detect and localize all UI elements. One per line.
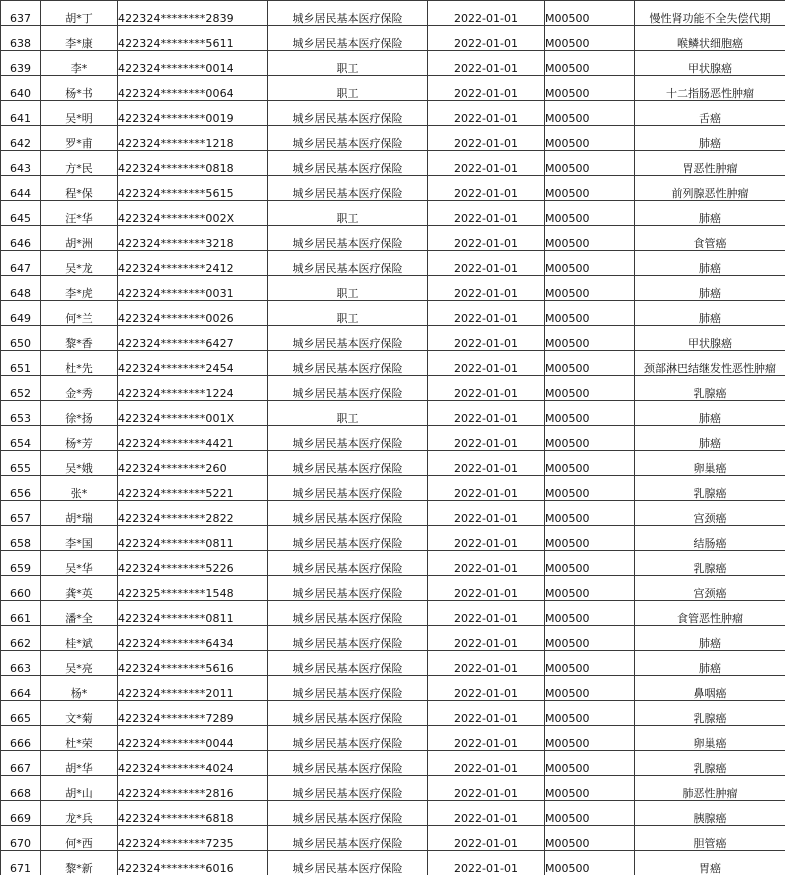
row-number-cell[interactable]: 650: [1, 326, 41, 351]
id-number-cell[interactable]: 422324********0064: [118, 76, 268, 101]
disease-code-cell[interactable]: M00500: [545, 501, 635, 526]
insurance-type-cell[interactable]: 城乡居民基本医疗保险: [268, 551, 428, 576]
disease-code-cell[interactable]: M00500: [545, 101, 635, 126]
diagnosis-cell[interactable]: 肺癌: [635, 426, 785, 451]
diagnosis-cell[interactable]: 肺癌: [635, 201, 785, 226]
row-number-cell[interactable]: 638: [1, 26, 41, 51]
diagnosis-cell[interactable]: 卵巢癌: [635, 451, 785, 476]
insurance-type-cell[interactable]: 职工: [268, 401, 428, 426]
table-row: [1, 451, 785, 476]
row-number-cell[interactable]: 652: [1, 376, 41, 401]
table-body: [1, 1, 785, 875]
id-number-cell[interactable]: 422324********260: [118, 451, 268, 476]
table-row: [1, 401, 785, 426]
row-number-cell[interactable]: 637: [1, 1, 41, 26]
insurance-type-cell[interactable]: 城乡居民基本医疗保险: [268, 651, 428, 676]
id-number-cell[interactable]: 422324********0811: [118, 526, 268, 551]
patient-name-cell[interactable]: 桂*斌: [41, 626, 118, 651]
id-number-cell[interactable]: 422324********0044: [118, 726, 268, 751]
row-number-cell[interactable]: 640: [1, 76, 41, 101]
disease-code-cell[interactable]: M00500: [545, 176, 635, 201]
diagnosis-cell[interactable]: 鼻咽癌: [635, 676, 785, 701]
diagnosis-cell[interactable]: 舌癌: [635, 101, 785, 126]
disease-code-cell[interactable]: M00500: [545, 251, 635, 276]
disease-code-cell[interactable]: M00500: [545, 26, 635, 51]
start-date-cell[interactable]: 2022-01-01: [428, 501, 545, 526]
insurance-type-cell[interactable]: 城乡居民基本医疗保险: [268, 476, 428, 501]
table-row: [1, 251, 785, 276]
row-number-cell[interactable]: 655: [1, 451, 41, 476]
insurance-type-cell[interactable]: 城乡居民基本医疗保险: [268, 176, 428, 201]
insurance-type-cell[interactable]: 城乡居民基本医疗保险: [268, 26, 428, 51]
start-date-cell[interactable]: 2022-01-01: [428, 776, 545, 801]
table-row: [1, 76, 785, 101]
disease-code-cell[interactable]: M00500: [545, 751, 635, 776]
start-date-cell[interactable]: 2022-01-01: [428, 526, 545, 551]
insurance-type-cell[interactable]: 城乡居民基本医疗保险: [268, 526, 428, 551]
table-row: [1, 826, 785, 851]
table-row: [1, 601, 785, 626]
id-number-cell[interactable]: 422324********002X: [118, 201, 268, 226]
id-number-cell[interactable]: 422324********5616: [118, 651, 268, 676]
insurance-type-cell[interactable]: 城乡居民基本医疗保险: [268, 326, 428, 351]
table-row: [1, 576, 785, 601]
diagnosis-cell[interactable]: 肺癌: [635, 301, 785, 326]
start-date-cell[interactable]: 2022-01-01: [428, 76, 545, 101]
disease-code-cell[interactable]: M00500: [545, 776, 635, 801]
disease-code-cell[interactable]: M00500: [545, 726, 635, 751]
start-date-cell[interactable]: 2022-01-01: [428, 826, 545, 851]
row-number-cell[interactable]: 662: [1, 626, 41, 651]
table-row: [1, 626, 785, 651]
diagnosis-cell[interactable]: 喉鳞状细胞癌: [635, 26, 785, 51]
patient-name-cell[interactable]: 杜*荣: [41, 726, 118, 751]
patient-name-cell[interactable]: 张*: [41, 476, 118, 501]
patient-name-cell[interactable]: 龙*兵: [41, 801, 118, 826]
patient-name-cell[interactable]: 李*虎: [41, 276, 118, 301]
id-number-cell[interactable]: 422324********1218: [118, 126, 268, 151]
start-date-cell[interactable]: 2022-01-01: [428, 51, 545, 76]
patient-name-cell[interactable]: 胡*丁: [41, 1, 118, 26]
id-number-cell[interactable]: 422324********4421: [118, 426, 268, 451]
disease-code-cell[interactable]: M00500: [545, 301, 635, 326]
start-date-cell[interactable]: 2022-01-01: [428, 126, 545, 151]
id-number-cell[interactable]: 422324********1224: [118, 376, 268, 401]
patient-name-cell[interactable]: 吴*华: [41, 551, 118, 576]
disease-code-cell[interactable]: M00500: [545, 276, 635, 301]
diagnosis-cell[interactable]: 乳腺癌: [635, 376, 785, 401]
patient-name-cell[interactable]: 李*康: [41, 26, 118, 51]
start-date-cell[interactable]: 2022-01-01: [428, 676, 545, 701]
start-date-cell[interactable]: 2022-01-01: [428, 476, 545, 501]
row-number-cell[interactable]: 648: [1, 276, 41, 301]
disease-code-cell[interactable]: M00500: [545, 701, 635, 726]
patient-name-cell[interactable]: 罗*甫: [41, 126, 118, 151]
id-number-cell[interactable]: 422324********5221: [118, 476, 268, 501]
table-row: [1, 351, 785, 376]
table-row: [1, 776, 785, 801]
diagnosis-cell[interactable]: 胃癌: [635, 851, 785, 875]
row-number-cell[interactable]: 651: [1, 351, 41, 376]
disease-code-cell[interactable]: M00500: [545, 151, 635, 176]
id-number-cell[interactable]: 422324********0014: [118, 51, 268, 76]
id-number-cell[interactable]: 422324********2816: [118, 776, 268, 801]
start-date-cell[interactable]: 2022-01-01: [428, 151, 545, 176]
table-row: [1, 326, 785, 351]
insurance-type-cell[interactable]: 城乡居民基本医疗保险: [268, 601, 428, 626]
row-number-cell[interactable]: 664: [1, 676, 41, 701]
insurance-type-cell[interactable]: 职工: [268, 201, 428, 226]
patient-name-cell[interactable]: 何*兰: [41, 301, 118, 326]
row-number-cell[interactable]: 639: [1, 51, 41, 76]
disease-code-cell[interactable]: M00500: [545, 526, 635, 551]
patient-name-cell[interactable]: 何*西: [41, 826, 118, 851]
insurance-type-cell[interactable]: 城乡居民基本医疗保险: [268, 451, 428, 476]
id-number-cell[interactable]: 422324********7289: [118, 701, 268, 726]
row-number-cell[interactable]: 670: [1, 826, 41, 851]
patient-name-cell[interactable]: 吴*亮: [41, 651, 118, 676]
insurance-type-cell[interactable]: 城乡居民基本医疗保险: [268, 726, 428, 751]
start-date-cell[interactable]: 2022-01-01: [428, 801, 545, 826]
insurance-type-cell[interactable]: 城乡居民基本医疗保险: [268, 576, 428, 601]
patient-name-cell[interactable]: 李*: [41, 51, 118, 76]
patient-name-cell[interactable]: 吴*龙: [41, 251, 118, 276]
start-date-cell[interactable]: 2022-01-01: [428, 226, 545, 251]
disease-code-cell[interactable]: M00500: [545, 551, 635, 576]
row-number-cell[interactable]: 665: [1, 701, 41, 726]
insurance-type-cell[interactable]: 城乡居民基本医疗保险: [268, 1, 428, 26]
patient-name-cell[interactable]: 胡*瑞: [41, 501, 118, 526]
id-number-cell[interactable]: 422324********0811: [118, 601, 268, 626]
start-date-cell[interactable]: 2022-01-01: [428, 626, 545, 651]
patient-name-cell[interactable]: 龚*英: [41, 576, 118, 601]
diagnosis-cell[interactable]: 肺癌: [635, 401, 785, 426]
insurance-type-cell[interactable]: 职工: [268, 301, 428, 326]
patient-name-cell[interactable]: 李*国: [41, 526, 118, 551]
table-row: [1, 551, 785, 576]
disease-code-cell[interactable]: M00500: [545, 426, 635, 451]
disease-code-cell[interactable]: M00500: [545, 326, 635, 351]
insurance-type-cell[interactable]: 城乡居民基本医疗保险: [268, 701, 428, 726]
patient-name-cell[interactable]: 杨*书: [41, 76, 118, 101]
table-row: [1, 476, 785, 501]
row-number-cell[interactable]: 649: [1, 301, 41, 326]
insurance-type-cell[interactable]: 城乡居民基本医疗保险: [268, 676, 428, 701]
table-row: [1, 726, 785, 751]
insurance-type-cell[interactable]: 职工: [268, 51, 428, 76]
table-row: [1, 1, 785, 26]
table-row: [1, 201, 785, 226]
disease-code-cell[interactable]: M00500: [545, 76, 635, 101]
diagnosis-cell[interactable]: 食管癌: [635, 226, 785, 251]
patient-name-cell[interactable]: 胡*洲: [41, 226, 118, 251]
start-date-cell[interactable]: 2022-01-01: [428, 101, 545, 126]
diagnosis-cell[interactable]: 慢性肾功能不全失偿代期: [635, 1, 785, 26]
id-number-cell[interactable]: 422324********0818: [118, 151, 268, 176]
diagnosis-cell[interactable]: 胃恶性肿瘤: [635, 151, 785, 176]
row-number-cell[interactable]: 656: [1, 476, 41, 501]
diagnosis-cell[interactable]: 食管恶性肿瘤: [635, 601, 785, 626]
insurance-type-cell[interactable]: 职工: [268, 76, 428, 101]
row-number-cell[interactable]: 666: [1, 726, 41, 751]
diagnosis-cell[interactable]: 乳腺癌: [635, 551, 785, 576]
table-row: [1, 851, 785, 875]
insurance-type-cell[interactable]: 城乡居民基本医疗保险: [268, 851, 428, 875]
start-date-cell[interactable]: 2022-01-01: [428, 251, 545, 276]
disease-code-cell[interactable]: M00500: [545, 126, 635, 151]
table-row: [1, 651, 785, 676]
patient-name-cell[interactable]: 徐*扬: [41, 401, 118, 426]
id-number-cell[interactable]: 422324********2011: [118, 676, 268, 701]
table-row: [1, 501, 785, 526]
row-number-cell[interactable]: 653: [1, 401, 41, 426]
patient-name-cell[interactable]: 金*秀: [41, 376, 118, 401]
start-date-cell[interactable]: 2022-01-01: [428, 401, 545, 426]
table-row: [1, 701, 785, 726]
id-number-cell[interactable]: 422324********3218: [118, 226, 268, 251]
table-row: [1, 26, 785, 51]
id-number-cell[interactable]: 422324********6434: [118, 626, 268, 651]
patient-name-cell[interactable]: 杨*芳: [41, 426, 118, 451]
id-number-cell[interactable]: 422324********2839: [118, 1, 268, 26]
insurance-type-cell[interactable]: 城乡居民基本医疗保险: [268, 226, 428, 251]
table-row: [1, 276, 785, 301]
diagnosis-cell[interactable]: 结肠癌: [635, 526, 785, 551]
row-number-cell[interactable]: 643: [1, 151, 41, 176]
insurance-type-cell[interactable]: 城乡居民基本医疗保险: [268, 626, 428, 651]
start-date-cell[interactable]: 2022-01-01: [428, 26, 545, 51]
table-row: [1, 226, 785, 251]
disease-code-cell[interactable]: M00500: [545, 451, 635, 476]
diagnosis-cell[interactable]: 肺癌: [635, 276, 785, 301]
insurance-type-cell[interactable]: 城乡居民基本医疗保险: [268, 751, 428, 776]
diagnosis-cell[interactable]: 甲状腺癌: [635, 51, 785, 76]
row-number-cell[interactable]: 659: [1, 551, 41, 576]
start-date-cell[interactable]: 2022-01-01: [428, 176, 545, 201]
diagnosis-cell[interactable]: 肺癌: [635, 651, 785, 676]
insurance-type-cell[interactable]: 职工: [268, 276, 428, 301]
diagnosis-cell[interactable]: 乳腺癌: [635, 701, 785, 726]
row-number-cell[interactable]: 641: [1, 101, 41, 126]
disease-code-cell[interactable]: M00500: [545, 1, 635, 26]
id-number-cell[interactable]: 422324********0019: [118, 101, 268, 126]
start-date-cell[interactable]: 2022-01-01: [428, 201, 545, 226]
row-number-cell[interactable]: 660: [1, 576, 41, 601]
disease-code-cell[interactable]: M00500: [545, 626, 635, 651]
row-number-cell[interactable]: 646: [1, 226, 41, 251]
patient-name-cell[interactable]: 方*民: [41, 151, 118, 176]
diagnosis-cell[interactable]: 乳腺癌: [635, 476, 785, 501]
id-number-cell[interactable]: 422324********0026: [118, 301, 268, 326]
row-number-cell[interactable]: 642: [1, 126, 41, 151]
patient-name-cell[interactable]: 黎*新: [41, 851, 118, 875]
start-date-cell[interactable]: 2022-01-01: [428, 576, 545, 601]
id-number-cell[interactable]: 422324********7235: [118, 826, 268, 851]
insurance-type-cell[interactable]: 城乡居民基本医疗保险: [268, 426, 428, 451]
disease-code-cell[interactable]: M00500: [545, 476, 635, 501]
diagnosis-cell[interactable]: 肺恶性肿瘤: [635, 776, 785, 801]
table-row: [1, 426, 785, 451]
patient-name-cell[interactable]: 杨*: [41, 676, 118, 701]
diagnosis-cell[interactable]: 胆管癌: [635, 826, 785, 851]
diagnosis-cell[interactable]: 卵巢癌: [635, 726, 785, 751]
table-row: [1, 151, 785, 176]
insurance-type-cell[interactable]: 城乡居民基本医疗保险: [268, 801, 428, 826]
table-row: [1, 676, 785, 701]
table-row: [1, 376, 785, 401]
diagnosis-cell[interactable]: 宫颈癌: [635, 576, 785, 601]
table-row: [1, 526, 785, 551]
start-date-cell[interactable]: 2022-01-01: [428, 1, 545, 26]
insurance-type-cell[interactable]: 城乡居民基本医疗保险: [268, 826, 428, 851]
id-number-cell[interactable]: 422324********2412: [118, 251, 268, 276]
row-number-cell[interactable]: 671: [1, 851, 41, 875]
patient-name-cell[interactable]: 杜*先: [41, 351, 118, 376]
patient-name-cell[interactable]: 潘*全: [41, 601, 118, 626]
disease-code-cell[interactable]: M00500: [545, 51, 635, 76]
disease-code-cell[interactable]: M00500: [545, 651, 635, 676]
insurance-type-cell[interactable]: 城乡居民基本医疗保险: [268, 126, 428, 151]
table-row: [1, 801, 785, 826]
id-number-cell[interactable]: 422324********5615: [118, 176, 268, 201]
table-row: [1, 301, 785, 326]
insurance-type-cell[interactable]: 城乡居民基本医疗保险: [268, 101, 428, 126]
id-number-cell[interactable]: 422324********2822: [118, 501, 268, 526]
insurance-type-cell[interactable]: 城乡居民基本医疗保险: [268, 376, 428, 401]
insurance-type-cell[interactable]: 城乡居民基本医疗保险: [268, 351, 428, 376]
disease-code-cell[interactable]: M00500: [545, 826, 635, 851]
table-row: [1, 751, 785, 776]
id-number-cell[interactable]: 422324********5226: [118, 551, 268, 576]
id-number-cell[interactable]: 422324********6818: [118, 801, 268, 826]
diagnosis-cell[interactable]: 宫颈癌: [635, 501, 785, 526]
disease-code-cell[interactable]: M00500: [545, 801, 635, 826]
diagnosis-cell[interactable]: 肺癌: [635, 126, 785, 151]
disease-code-cell[interactable]: M00500: [545, 351, 635, 376]
row-number-cell[interactable]: 645: [1, 201, 41, 226]
id-number-cell[interactable]: 422324********2454: [118, 351, 268, 376]
row-number-cell[interactable]: 669: [1, 801, 41, 826]
patient-name-cell[interactable]: 胡*山: [41, 776, 118, 801]
diagnosis-cell[interactable]: 颈部淋巴结继发性恶性肿瘤: [635, 351, 785, 376]
disease-code-cell[interactable]: M00500: [545, 401, 635, 426]
start-date-cell[interactable]: 2022-01-01: [428, 301, 545, 326]
disease-code-cell[interactable]: M00500: [545, 601, 635, 626]
diagnosis-cell[interactable]: 甲状腺癌: [635, 326, 785, 351]
id-number-cell[interactable]: 422324********6016: [118, 851, 268, 875]
diagnosis-cell[interactable]: 十二指肠恶性肿瘤: [635, 76, 785, 101]
insurance-type-cell[interactable]: 城乡居民基本医疗保险: [268, 251, 428, 276]
patient-name-cell[interactable]: 吴*娥: [41, 451, 118, 476]
insurance-type-cell[interactable]: 城乡居民基本医疗保险: [268, 501, 428, 526]
disease-code-cell[interactable]: M00500: [545, 676, 635, 701]
id-number-cell[interactable]: 422324********4024: [118, 751, 268, 776]
id-number-cell[interactable]: 422324********001X: [118, 401, 268, 426]
id-number-cell[interactable]: 422324********6427: [118, 326, 268, 351]
start-date-cell[interactable]: 2022-01-01: [428, 376, 545, 401]
row-number-cell[interactable]: 661: [1, 601, 41, 626]
patient-name-cell[interactable]: 胡*华: [41, 751, 118, 776]
diagnosis-cell[interactable]: 肺癌: [635, 626, 785, 651]
table-row: [1, 176, 785, 201]
diagnosis-cell[interactable]: 肺癌: [635, 251, 785, 276]
disease-code-cell[interactable]: M00500: [545, 201, 635, 226]
row-number-cell[interactable]: 658: [1, 526, 41, 551]
row-number-cell[interactable]: 654: [1, 426, 41, 451]
start-date-cell[interactable]: 2022-01-01: [428, 276, 545, 301]
insurance-type-cell[interactable]: 城乡居民基本医疗保险: [268, 776, 428, 801]
patient-name-cell[interactable]: 文*菊: [41, 701, 118, 726]
row-number-cell[interactable]: 663: [1, 651, 41, 676]
id-number-cell[interactable]: 422324********0031: [118, 276, 268, 301]
patient-name-cell[interactable]: 程*保: [41, 176, 118, 201]
table-row: [1, 126, 785, 151]
table-row: [1, 51, 785, 76]
diagnosis-cell[interactable]: 前列腺恶性肿瘤: [635, 176, 785, 201]
start-date-cell[interactable]: 2022-01-01: [428, 601, 545, 626]
diagnosis-cell[interactable]: 胰腺癌: [635, 801, 785, 826]
diagnosis-cell[interactable]: 乳腺癌: [635, 751, 785, 776]
id-number-cell[interactable]: 422324********5611: [118, 26, 268, 51]
patient-name-cell[interactable]: 吴*明: [41, 101, 118, 126]
patient-name-cell[interactable]: 汪*华: [41, 201, 118, 226]
patient-name-cell[interactable]: 黎*香: [41, 326, 118, 351]
start-date-cell[interactable]: 2022-01-01: [428, 451, 545, 476]
row-number-cell[interactable]: 668: [1, 776, 41, 801]
row-number-cell[interactable]: 667: [1, 751, 41, 776]
row-number-cell[interactable]: 657: [1, 501, 41, 526]
row-number-cell[interactable]: 647: [1, 251, 41, 276]
start-date-cell[interactable]: 2022-01-01: [428, 751, 545, 776]
row-number-cell[interactable]: 644: [1, 176, 41, 201]
disease-code-cell[interactable]: M00500: [545, 226, 635, 251]
disease-code-cell[interactable]: M00500: [545, 851, 635, 875]
start-date-cell[interactable]: 2022-01-01: [428, 726, 545, 751]
table-row: [1, 101, 785, 126]
start-date-cell[interactable]: 2022-01-01: [428, 326, 545, 351]
start-date-cell[interactable]: 2022-01-01: [428, 551, 545, 576]
start-date-cell[interactable]: 2022-01-01: [428, 651, 545, 676]
start-date-cell[interactable]: 2022-01-01: [428, 351, 545, 376]
disease-code-cell[interactable]: M00500: [545, 576, 635, 601]
start-date-cell[interactable]: 2022-01-01: [428, 426, 545, 451]
disease-code-cell[interactable]: M00500: [545, 376, 635, 401]
start-date-cell[interactable]: 2022-01-01: [428, 701, 545, 726]
start-date-cell[interactable]: 2022-01-01: [428, 851, 545, 875]
id-number-cell[interactable]: 422325********1548: [118, 576, 268, 601]
insurance-type-cell[interactable]: 城乡居民基本医疗保险: [268, 151, 428, 176]
